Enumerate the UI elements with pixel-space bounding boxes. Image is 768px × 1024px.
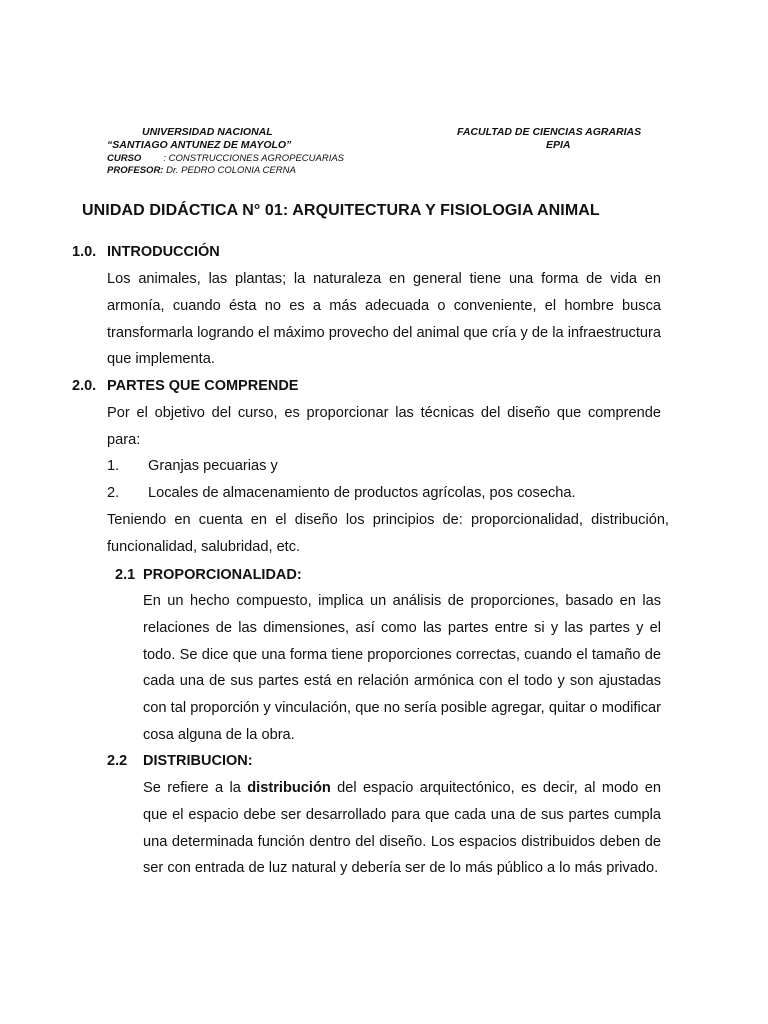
section-heading-intro: INTRODUCCIÓN [107, 244, 220, 260]
distribution-text-post: del espacio arquitectónico, es decir, al modo en que el espacio debe ser desarrollado para que cada una de sus partes cumpla una determinada función dentro del diseño. Los espacios distribuidos deben de ser con entrada de luz natural y debería ser de lo más público a lo más privado. [143, 780, 661, 877]
distribution-term: distribución [247, 780, 331, 796]
intro-paragraph: Los animales, las plantas; la naturaleza en general tiene una forma de vida en armonía, cuando ésta no es a más adecuada o conveniente, el hombre busca transformarla logrando el máximo provecho del animal que cría y de la infraestructura que implementa. [107, 271, 661, 368]
list-item: Granjas pecuarias y [148, 458, 278, 474]
list-item: Locales de almacenamiento de productos agrícolas, pos cosecha. [148, 485, 576, 501]
professor-line [107, 165, 296, 177]
faculty-name: FACULTAD DE CIENCIAS AGRARIAS [457, 126, 642, 138]
section-number-proportionality: 2.1 [115, 567, 136, 583]
parts-paragraph: Por el objetivo del curso, es proporcionar las técnicas del diseño que comprende para: [107, 405, 661, 448]
principles-paragraph: Teniendo en cuenta en el diseño los principios de: proporcionalidad, distribución, funcionalidad, salubridad, etc. [107, 512, 669, 555]
list-item-number: 1. [107, 458, 120, 474]
distribution-paragraph [143, 775, 661, 882]
proportionality-paragraph: En un hecho compuesto, implica un análisis de proporciones, basado en las relaciones de las dimensiones, así como las partes entre si y las partes y el todo. Se dice que una forma tiene proporciones correctas, cuando el tamaño de cada una de sus partes está en relación armónica con el todo y son ajustadas con tal proporción y vinculación, que no sería posible agregar, quitar o modificar cosa alguna de la obra. [143, 593, 661, 743]
distribution-text-pre: Se refiere a la [143, 780, 248, 796]
university-name-line2: “SANTIAGO ANTUNEZ DE MAYOLO” [107, 139, 292, 151]
section-number-intro: 1.0. [72, 244, 97, 260]
course-label: CURSO [107, 153, 142, 164]
section-number-parts: 2.0. [72, 378, 97, 394]
section-heading-distribution: DISTRIBUCION: [143, 753, 253, 769]
course-line [107, 153, 344, 165]
course-value: : CONSTRUCCIONES AGROPECUARIAS [163, 153, 345, 164]
page-title: UNIDAD DIDÁCTICA N° 01: ARQUITECTURA Y FISIOLOGIA ANIMAL [82, 202, 600, 219]
list-item-number: 2. [107, 485, 120, 501]
professor-label: PROFESOR: [107, 165, 164, 176]
section-number-distribution: 2.2 [107, 753, 128, 769]
section-heading-proportionality: PROPORCIONALIDAD: [143, 567, 302, 583]
section-heading-parts: PARTES QUE COMPRENDE [107, 378, 299, 394]
professor-value: Dr. PEDRO COLONIA CERNA [166, 165, 296, 176]
university-name-line1: UNIVERSIDAD NACIONAL [142, 126, 273, 138]
school-name: EPIA [546, 139, 571, 151]
